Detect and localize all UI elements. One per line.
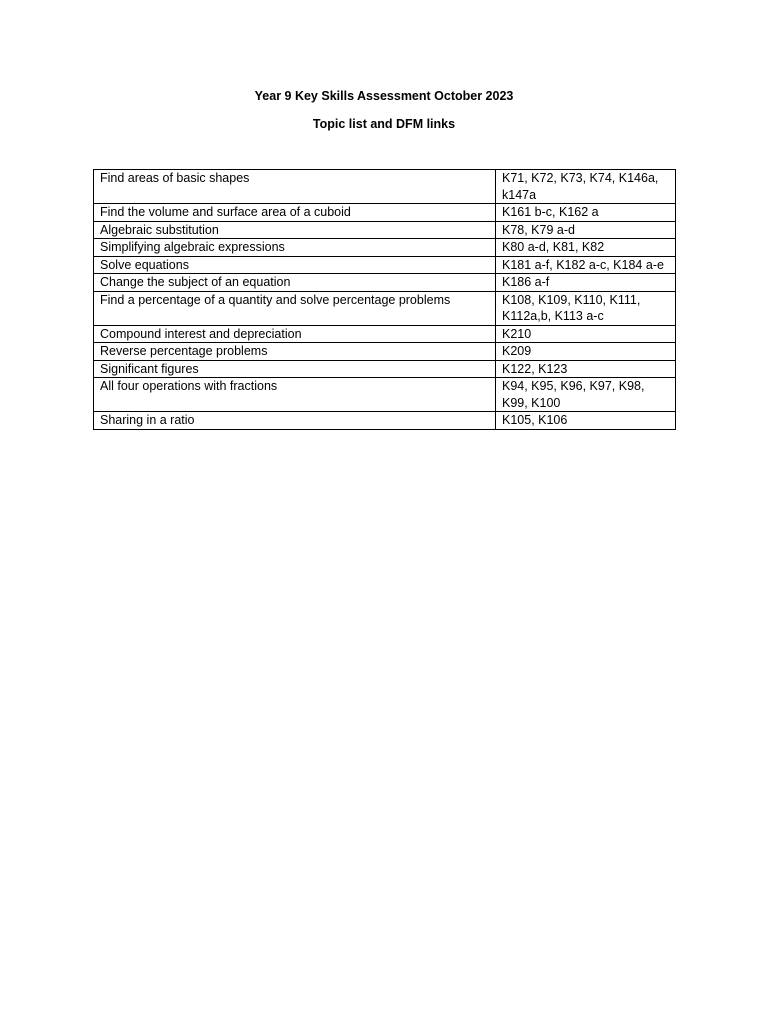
topic-cell: Simplifying algebraic expressions	[94, 239, 496, 257]
document-title: Year 9 Key Skills Assessment October 2023	[254, 89, 514, 103]
dfm-links-cell: K186 a-f	[496, 274, 676, 292]
table-row	[94, 360, 676, 378]
table-row	[94, 343, 676, 361]
table-row	[94, 256, 676, 274]
table-row	[94, 412, 676, 430]
dfm-links-cell: K210	[496, 325, 676, 343]
topic-cell: Find a percentage of a quantity and solve percentage problems	[94, 291, 496, 325]
dfm-links-cell: K80 a-d, K81, K82	[496, 239, 676, 257]
dfm-links-cell: K78, K79 a-d	[496, 221, 676, 239]
topic-cell: Find the volume and surface area of a cuboid	[94, 204, 496, 222]
dfm-links-cell: K209	[496, 343, 676, 361]
topic-cell: All four operations with fractions	[94, 378, 496, 412]
topic-cell: Algebraic substitution	[94, 221, 496, 239]
table-row	[94, 325, 676, 343]
topic-cell: Sharing in a ratio	[94, 412, 496, 430]
dfm-links-cell: K108, K109, K110, K111, K112a,b, K113 a-c	[496, 291, 676, 325]
table-row	[94, 291, 676, 325]
dfm-links-cell: K71, K72, K73, K74, K146a, k147a	[496, 170, 676, 204]
table-row	[94, 204, 676, 222]
dfm-links-cell: K161 b-c, K162 a	[496, 204, 676, 222]
topic-cell: Change the subject of an equation	[94, 274, 496, 292]
topic-cell: Compound interest and depreciation	[94, 325, 496, 343]
dfm-links-cell: K181 a-f, K182 a-c, K184 a-e	[496, 256, 676, 274]
topic-cell: Find areas of basic shapes	[94, 170, 496, 204]
dfm-links-cell: K94, K95, K96, K97, K98, K99, K100	[496, 378, 676, 412]
table-row	[94, 378, 676, 412]
table-row	[94, 239, 676, 257]
table-row	[94, 221, 676, 239]
table-row	[94, 274, 676, 292]
table-row	[94, 170, 676, 204]
topic-cell: Reverse percentage problems	[94, 343, 496, 361]
topic-table	[93, 169, 676, 430]
dfm-links-cell: K105, K106	[496, 412, 676, 430]
topic-cell: Significant figures	[94, 360, 496, 378]
topic-cell: Solve equations	[94, 256, 496, 274]
dfm-links-cell: K122, K123	[496, 360, 676, 378]
document-subtitle: Topic list and DFM links	[312, 117, 456, 131]
